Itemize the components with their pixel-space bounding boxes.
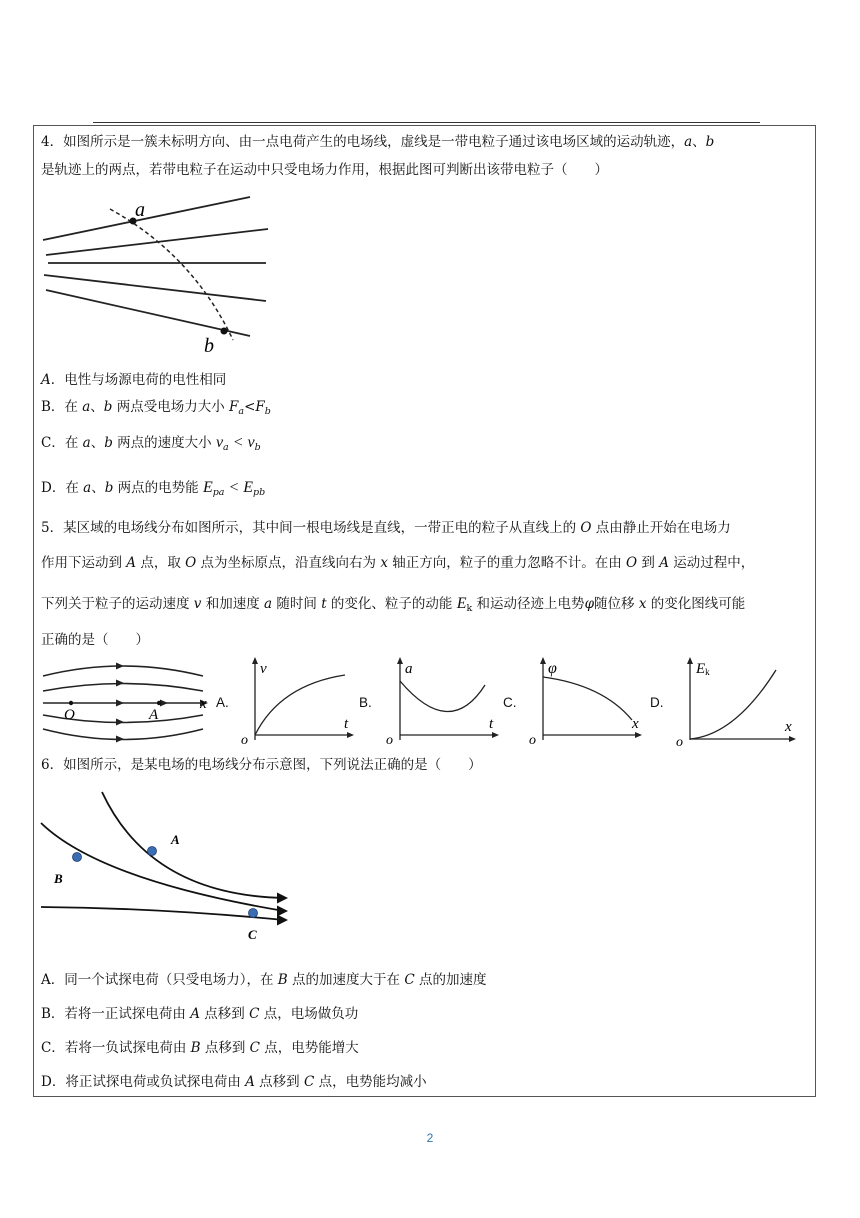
q4-fig-label-a: a [135, 199, 145, 221]
q5-stem-line1: 5．某区域的电场线分布如图所示，其中间一根电场线是直线，一带正电的粒子从直线上的 O 点由静止开始在电场力 [41, 520, 731, 536]
q5-graph-c-origin: o [529, 733, 536, 748]
q5-stem-line4: 正确的是（ ） [41, 632, 149, 648]
q5-fig-label-o: O [64, 707, 75, 723]
q5-graph-d-xlabel: x [785, 719, 792, 735]
q5-graph-d-origin: o [676, 735, 683, 750]
q4-option-a[interactable]: A．电性与场源电荷的电性相同 [41, 372, 227, 388]
q4-stem-line1: 4．如图所示是一簇未标明方向、由一点电荷产生的电场线，虚线是一带电粒子通过该电场区域的运动轨迹，a、b [41, 134, 715, 150]
q4-fig-label-b: b [204, 335, 214, 357]
q5-stem-line2: 作用下运动到 A 点，取 O 点为坐标原点，沿直线向右为 x 轴正方向，粒子的重力忽略不计。在由 O 到 A 运动过程中， [41, 555, 755, 571]
q5-graph-d-ylabel: Ek [696, 661, 710, 677]
q6-option-b[interactable]: B．若将一正试探电荷由 A 点移到 C 点，电场做负功 [41, 1006, 359, 1022]
q5-graph-d[interactable] [675, 655, 800, 750]
q5-option-d-letter[interactable]: D. [650, 695, 664, 710]
q6-option-d[interactable]: D．将正试探电荷或负试探电荷由 A 点移到 C 点，电势能均减小 [41, 1074, 427, 1090]
q6-fig-label-a: A [171, 832, 180, 847]
q6-option-a[interactable]: A．同一个试探电荷（只受电场力），在 B 点的加速度大于在 C 点的加速度 [41, 972, 487, 988]
q5-fig-label-x: x [200, 696, 207, 712]
q5-graph-a-ylabel: v [260, 661, 267, 677]
q5-field-figure [38, 662, 218, 747]
q5-graph-a-origin: o [241, 733, 248, 748]
q5-graph-b[interactable] [385, 655, 503, 747]
q5-graph-c-xlabel: x [632, 716, 639, 732]
q4-option-d[interactable]: D．在 a、b 两点的电势能 $E_{pa} < E_{pb}$ [41, 479, 266, 498]
q6-option-c[interactable]: C．若将一负试探电荷由 B 点移到 C 点，电势能增大 [41, 1040, 359, 1056]
q5-graph-a-xlabel: t [344, 716, 349, 732]
q6-field-figure [40, 790, 300, 945]
q5-option-a-letter[interactable]: A. [216, 695, 229, 710]
q5-graph-b-xlabel: t [489, 716, 494, 732]
q5-graph-b-origin: o [386, 733, 393, 748]
q5-graph-b-ylabel: a [405, 661, 413, 677]
q6-fig-label-c: C [248, 927, 257, 942]
q6-fig-label-b: B [54, 871, 63, 886]
header-rule [93, 122, 760, 123]
q5-option-b-letter[interactable]: B. [359, 695, 372, 710]
q5-option-c-letter[interactable]: C. [503, 695, 517, 710]
q5-stem-line3: 下列关于粒子的运动速度 v 和加速度 a 随时间 t 的变化、粒子的动能 $E_k$ 和运动径迹上电势φ随位移 x 的变化图线可能 [41, 595, 746, 614]
q5-fig-label-a: A [149, 707, 159, 723]
page-number: 2 [426, 1131, 434, 1145]
q6-stem: 6．如图所示，是某电场的电场线分布示意图，下列说法正确的是（ ） [41, 757, 482, 773]
q4-field-lines-figure [38, 195, 278, 355]
q5-graph-c-ylabel: φ [548, 660, 557, 677]
q5-graph-c[interactable] [528, 655, 646, 747]
q4-option-c[interactable]: C．在 a、b 两点的速度大小 $v_a < v_b$ [41, 434, 261, 453]
q5-graph-a[interactable] [240, 655, 358, 747]
q4-stem-line2: 是轨迹上的两点，若带电粒子在运动中只受电场力作用，根据此图可判断出该带电粒子（ ） [41, 162, 608, 178]
q4-option-b[interactable]: B．在 a、b 两点受电场力大小 $F_a<F_b$ [41, 399, 271, 417]
